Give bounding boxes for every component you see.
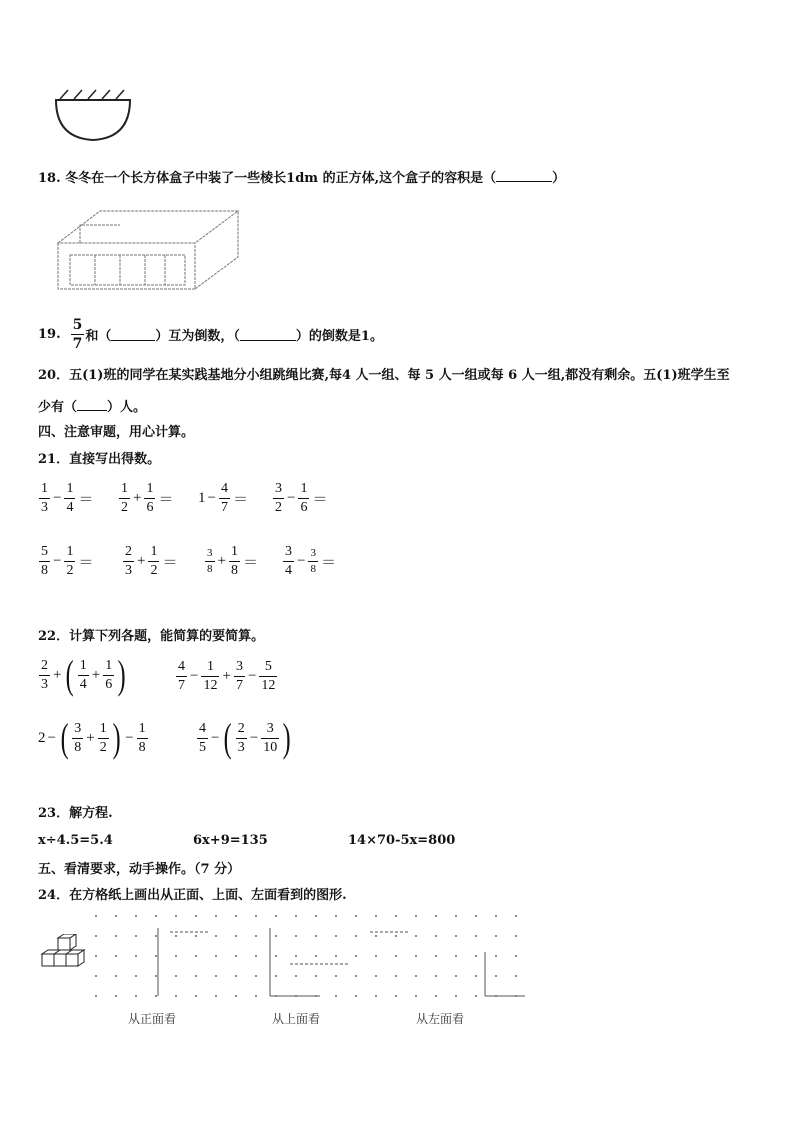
grid-dot	[135, 915, 137, 917]
grid-dot	[135, 955, 137, 957]
grid-dot	[275, 975, 277, 977]
grid-dot	[435, 935, 437, 937]
grid-dot	[395, 935, 397, 937]
grid-dot	[195, 915, 197, 917]
grid-dot	[335, 975, 337, 977]
q19-number: 19.	[38, 327, 61, 342]
grid-dot	[515, 935, 517, 937]
grid-dot	[455, 955, 457, 957]
q23-equation-2: 6x+9=135	[193, 833, 268, 848]
bowl-illustration	[48, 86, 138, 146]
q19-blank-1[interactable]	[111, 328, 155, 341]
grid-dot	[135, 975, 137, 977]
grid-dot	[395, 955, 397, 957]
grid-dot	[455, 995, 457, 997]
question-22-title: 22．计算下列各题，能简算的要简算。	[38, 629, 265, 644]
grid-dot	[135, 935, 137, 937]
grid-dot	[515, 955, 517, 957]
grid-dot	[175, 955, 177, 957]
q19-fraction: $\frac{5}{7}$	[72, 317, 83, 352]
grid-dot	[495, 975, 497, 977]
grid-dot	[95, 975, 97, 977]
grid-dot	[475, 935, 477, 937]
grid-dot	[95, 995, 97, 997]
q21-expr-7: $\frac{3}{8}$ + $\frac{1}{8}$ ＝	[207, 544, 258, 578]
grid-dot	[355, 995, 357, 997]
grid-dot	[495, 995, 497, 997]
question-24-title: 24．在方格纸上画出从正面、上面、左面看到的图形.	[38, 888, 347, 903]
grid-dot	[375, 995, 377, 997]
q18-end: ）	[552, 171, 566, 186]
q19-text-2: ）互为倒数，（	[155, 329, 240, 344]
grid-dot	[155, 955, 157, 957]
q22-expr-2: $\frac{4}{7}$ − $\frac{1}{12}$ + $\frac{3}{7}$ − $\frac{5}{12}$	[178, 659, 276, 693]
grid-dot	[455, 975, 457, 977]
grid-dot	[415, 955, 417, 957]
grid-dot	[475, 995, 477, 997]
grid-dot	[215, 975, 217, 977]
label-top-view: 从上面看	[272, 1012, 321, 1026]
grid-dot	[115, 975, 117, 977]
grid-dot	[415, 975, 417, 977]
grid-dot	[355, 935, 357, 937]
grid-dot	[355, 915, 357, 917]
grid-dot	[475, 975, 477, 977]
q22-expr-3: 2 − ( $\frac{3}{8}$ + $\frac{1}{2}$ ) − $\frac{1}{8}$	[38, 715, 146, 760]
grid-dot	[275, 935, 277, 937]
section-4-heading: 四、注意审题，用心计算。	[38, 425, 195, 440]
q21-expr-4: $\frac{3}{2}$ − $\frac{1}{6}$ ＝	[275, 481, 328, 515]
q21-expr-1: $\frac{1}{3}$ − $\frac{1}{4}$ ＝	[41, 481, 94, 515]
section-5-heading: 五、看清要求，动手操作。（7 分）	[38, 862, 241, 877]
question-19	[38, 318, 383, 351]
grid-dot	[155, 915, 157, 917]
grid-dot	[95, 915, 97, 917]
grid-dot	[195, 955, 197, 957]
grid-dot	[395, 915, 397, 917]
grid-dot	[375, 915, 377, 917]
grid-dot	[95, 935, 97, 937]
grid-dot	[155, 995, 157, 997]
grid-dot	[355, 975, 357, 977]
grid-dot	[475, 915, 477, 917]
grid-dot	[455, 915, 457, 917]
grid-dot	[495, 915, 497, 917]
grid-dot	[495, 935, 497, 937]
grid-dot	[435, 915, 437, 917]
q21-expr-3: 1 − $\frac{4}{7}$ ＝	[198, 481, 248, 515]
grid-dot	[315, 995, 317, 997]
grid-dot	[415, 915, 417, 917]
question-18	[38, 167, 565, 186]
q19-text-1: 和（	[85, 329, 112, 344]
grid-dot	[235, 935, 237, 937]
grid-dot	[275, 995, 277, 997]
q21-expr-8: $\frac{3}{4}$ − $\frac{3}{8}$ ＝	[285, 544, 336, 578]
grid-dot	[335, 955, 337, 957]
grid-dot	[375, 955, 377, 957]
box-sketch	[50, 205, 245, 295]
grid-dot	[235, 955, 237, 957]
q19-blank-2[interactable]	[240, 328, 296, 341]
grid-dot	[375, 975, 377, 977]
grid-dot	[295, 915, 297, 917]
grid-dot	[415, 935, 417, 937]
grid-dot	[295, 975, 297, 977]
grid-dot	[315, 975, 317, 977]
grid-dot	[175, 915, 177, 917]
q22-expr-1: $\frac{2}{3}$ + ( $\frac{1}{4}$ + $\frac{1}{6}$ )	[41, 652, 126, 697]
grid-dot	[155, 975, 157, 977]
grid-dot	[455, 935, 457, 937]
question-23-title: 23．解方程.	[38, 806, 113, 821]
grid-dot	[175, 975, 177, 977]
grid-dot	[215, 935, 217, 937]
question-20-line1: 20．五(1)班的同学在某实践基地分小组跳绳比赛,每4 人一组、每 5 人一组或每 6 人一组,都没有剩余。五(1)班学生至	[38, 368, 730, 383]
q21-expr-2: $\frac{1}{2}$ + $\frac{1}{6}$ ＝	[121, 481, 174, 515]
grid-dot	[255, 975, 257, 977]
grid-dot	[335, 935, 337, 937]
grid-dot	[235, 975, 237, 977]
grid-dot	[195, 935, 197, 937]
grid-dot	[115, 915, 117, 917]
grid-dot	[335, 915, 337, 917]
grid-dot	[355, 955, 357, 957]
grid-dot	[235, 915, 237, 917]
grid-dot	[255, 995, 257, 997]
grid-dot	[215, 915, 217, 917]
grid-dot	[175, 935, 177, 937]
q21-expr-5: $\frac{5}{8}$ − $\frac{1}{2}$ ＝	[41, 544, 94, 578]
grid-dot	[375, 935, 377, 937]
q18-number: 18.	[38, 171, 61, 186]
grid-dot	[255, 955, 257, 957]
grid-dot	[435, 995, 437, 997]
grid-dot	[195, 995, 197, 997]
grid-dot	[295, 955, 297, 957]
grid-dot	[515, 995, 517, 997]
grid-dot	[475, 955, 477, 957]
grid-dot	[315, 935, 317, 937]
grid-dot	[255, 915, 257, 917]
q23-equation-3: 14×70-5x=800	[348, 833, 456, 848]
grid-dot	[295, 935, 297, 937]
grid-dot	[235, 995, 237, 997]
grid-dot	[415, 995, 417, 997]
q18-text: 冬冬在一个长方体盒子中装了一些棱长1dm 的正方体,这个盒子的容积是（	[65, 171, 497, 186]
grid-dot	[315, 915, 317, 917]
grid-dot	[195, 975, 197, 977]
grid-dot	[335, 995, 337, 997]
q23-equation-1: x÷4.5=5.4	[38, 833, 113, 848]
grid-dot	[275, 915, 277, 917]
q20-answer-blank[interactable]	[77, 398, 107, 411]
grid-dot	[515, 975, 517, 977]
q18-answer-blank[interactable]	[496, 169, 552, 182]
grid-dot	[395, 975, 397, 977]
question-21-title: 21．直接写出得数。	[38, 452, 161, 467]
label-left-view: 从左面看	[416, 1012, 465, 1026]
grid-dot	[155, 935, 157, 937]
question-20-line2: 少有（ ）人。	[38, 400, 147, 415]
grid-dot	[175, 995, 177, 997]
grid-dot	[435, 955, 437, 957]
grid-dot	[295, 995, 297, 997]
grid-dot	[115, 935, 117, 937]
grid-dot	[515, 915, 517, 917]
grid-dot	[255, 935, 257, 937]
grid-dot	[115, 955, 117, 957]
label-front-view: 从正面看	[128, 1012, 177, 1026]
grid-dot	[215, 955, 217, 957]
grid-dot	[115, 995, 117, 997]
dot-grid-paper	[90, 908, 530, 1004]
grid-dot	[215, 995, 217, 997]
grid-dot	[135, 995, 137, 997]
grid-dot	[95, 955, 97, 957]
q19-text-3: ）的倒数是1。	[295, 329, 383, 344]
grid-dot	[495, 955, 497, 957]
grid-dot	[315, 955, 317, 957]
grid-dot	[275, 955, 277, 957]
grid-dot	[435, 975, 437, 977]
q22-expr-4: $\frac{4}{5}$ − ( $\frac{2}{3}$ − $\frac{3}{10}$ )	[199, 715, 291, 760]
q21-expr-6: $\frac{2}{3}$ + $\frac{1}{2}$ ＝	[125, 544, 178, 578]
grid-dot	[395, 995, 397, 997]
